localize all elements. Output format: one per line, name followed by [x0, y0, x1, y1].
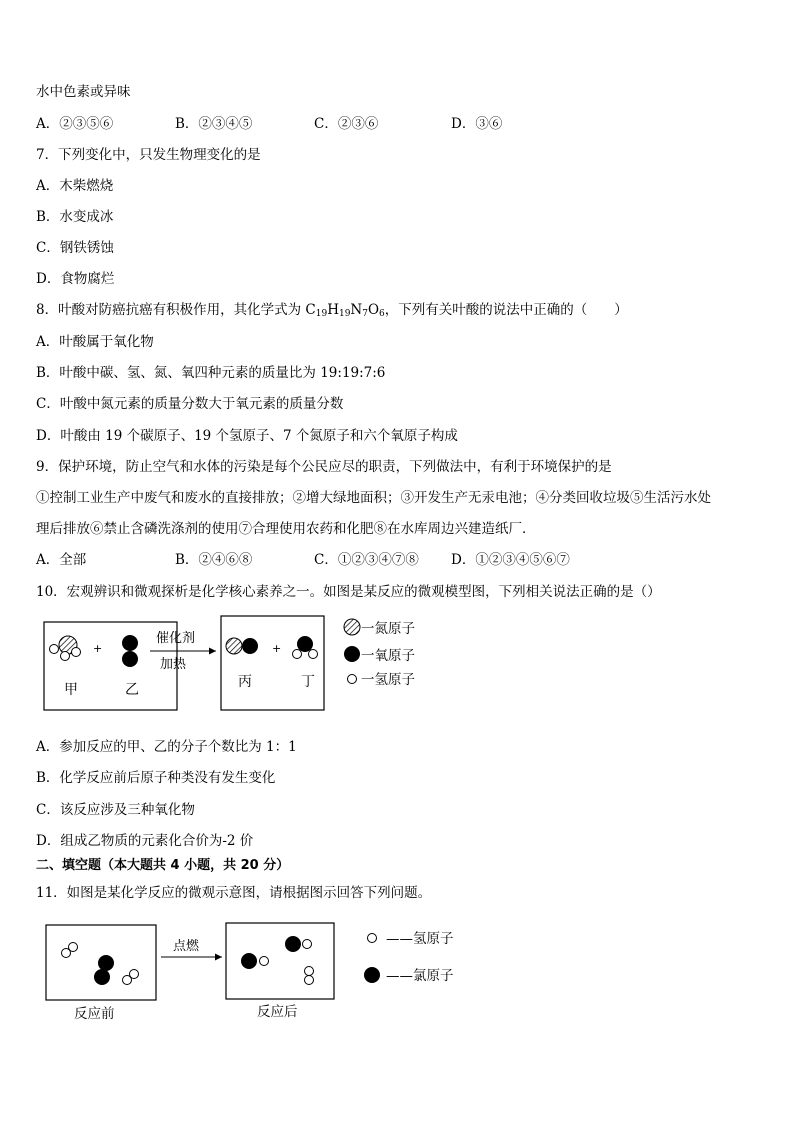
legend-hydrogen [348, 672, 416, 688]
molecule-yi [122, 635, 138, 667]
legend-hydrogen-atom [368, 931, 454, 947]
q10-option-d: D．组成乙物质的元素化合价为-2 价 [36, 833, 254, 849]
q9-statement-line-2: 理后排放⑥禁止含磷洗涤剂的使用⑦合理使用农药和化肥⑧在水库周边兴建造纸厂． [36, 521, 536, 537]
ignition-label: 点燃 [173, 939, 200, 954]
section-heading-fill-in: 二、填空题（本大题共 4 小题，共 20 分） [36, 858, 290, 873]
q8-stem-after: ，下列有关叶酸的说法中正确的（ ） [384, 302, 628, 318]
molecule-ding [293, 636, 318, 659]
q7-option-b: B．水变成冰 [36, 209, 114, 225]
question-7-stem: 7．下列变化中，只发生物理变化的是 [36, 147, 261, 163]
molecule-jia [50, 636, 81, 661]
legend-hydrogen-atom-label: ——氢原子 [386, 931, 454, 947]
plus-sign-right: + [272, 642, 282, 655]
q10-option-a: A．参加反应的甲、乙的分子个数比为 1：1 [36, 739, 297, 755]
q9-option-b: B．②④⑥⑧ [175, 552, 253, 568]
question-8-stem [36, 301, 628, 323]
q6-option-d: D．③⑥ [451, 116, 503, 132]
q8-option-d: D．叶酸由 19 个碳原子、19 个氢原子、7 个氮原子和六个氧原子构成 [36, 428, 458, 444]
plus-sign-left: + [93, 642, 103, 655]
products-box [221, 616, 324, 710]
q8-option-c: C．叶酸中氮元素的质量分数大于氧元素的质量分数 [36, 396, 344, 412]
legend-chlorine-atom [364, 967, 454, 984]
hcl-molecule-1 [241, 953, 269, 969]
q10-option-b: B．化学反应前后原子种类没有发生变化 [36, 770, 276, 786]
legend-chlorine-atom-label: ——氯原子 [386, 968, 454, 984]
q6-option-c: C．②③⑥ [314, 116, 379, 132]
legend-nitrogen [344, 619, 415, 637]
hcl-molecule-2 [285, 936, 312, 952]
q7-option-a: A．木柴燃烧 [36, 178, 114, 194]
h2-molecule-after [305, 967, 314, 985]
q10-option-c: C．该反应涉及三种氧化物 [36, 802, 195, 818]
legend-hydrogen-label: 一氢原子 [361, 672, 415, 688]
legend-oxygen [344, 646, 415, 664]
q7-option-d: D．食物腐烂 [36, 271, 115, 287]
q6-option-b: B．②③④⑤ [175, 116, 253, 132]
question-6-stem-tail: 水中色素或异味 [36, 84, 131, 100]
after-label: 反应后 [257, 1004, 298, 1020]
q10-reaction-diagram [36, 608, 436, 716]
chemical-formula: $C_{19}H_{19}N_7O_6$ [305, 302, 385, 319]
q7-option-c: C．钢铁锈蚀 [36, 240, 114, 256]
h2-molecule-before-2 [123, 970, 139, 985]
label-ding: 丁 [301, 674, 315, 690]
q9-option-a: A．全部 [36, 552, 87, 568]
label-yi: 乙 [125, 682, 139, 698]
h2-molecule-before [62, 943, 78, 958]
question-11-stem: 11．如图是某化学反应的微观示意图，请根据图示回答下列问题。 [36, 885, 432, 901]
question-10-stem: 10．宏观辨识和微观探析是化学核心素养之一。如图是某反应的微观模型图，下列相关说法正确的是（） [36, 584, 661, 600]
label-jia: 甲 [64, 682, 78, 698]
before-label: 反应前 [74, 1006, 115, 1022]
q8-stem-before: 8．叶酸对防癌抗癌有积极作用，其化学式为 [36, 302, 306, 318]
catalyst-label: 催化剂 [156, 631, 196, 646]
q8-option-a: A．叶酸属于氧化物 [36, 334, 154, 350]
q8-option-b: B．叶酸中碳、氢、氮、氧四种元素的质量比为 19:19:7:6 [36, 365, 386, 381]
molecule-bing [226, 638, 258, 654]
cl2-molecule-before [94, 955, 114, 985]
label-bing: 丙 [238, 674, 252, 690]
legend-nitrogen-label: 一氮原子 [361, 621, 415, 637]
q9-option-c: C．①②③④⑦⑧ [314, 552, 419, 568]
question-9-stem: 9．保护环境，防止空气和水体的污染是每个公民应尽的职责，下列做法中，有利于环境保护的是 [36, 459, 612, 475]
q11-reaction-diagram [36, 920, 476, 1025]
q9-option-d: D．①②③④⑤⑥⑦ [451, 552, 570, 568]
q6-option-a: A．②③⑤⑥ [36, 116, 114, 132]
heating-label: 加热 [160, 657, 187, 672]
q9-statement-line-1: ①控制工业生产中废气和废水的直接排放；②增大绿地面积；③开发生产无汞电池；④分类回收垃圾⑤生活污水处 [36, 490, 711, 506]
legend-oxygen-label: 一氧原子 [361, 648, 415, 664]
